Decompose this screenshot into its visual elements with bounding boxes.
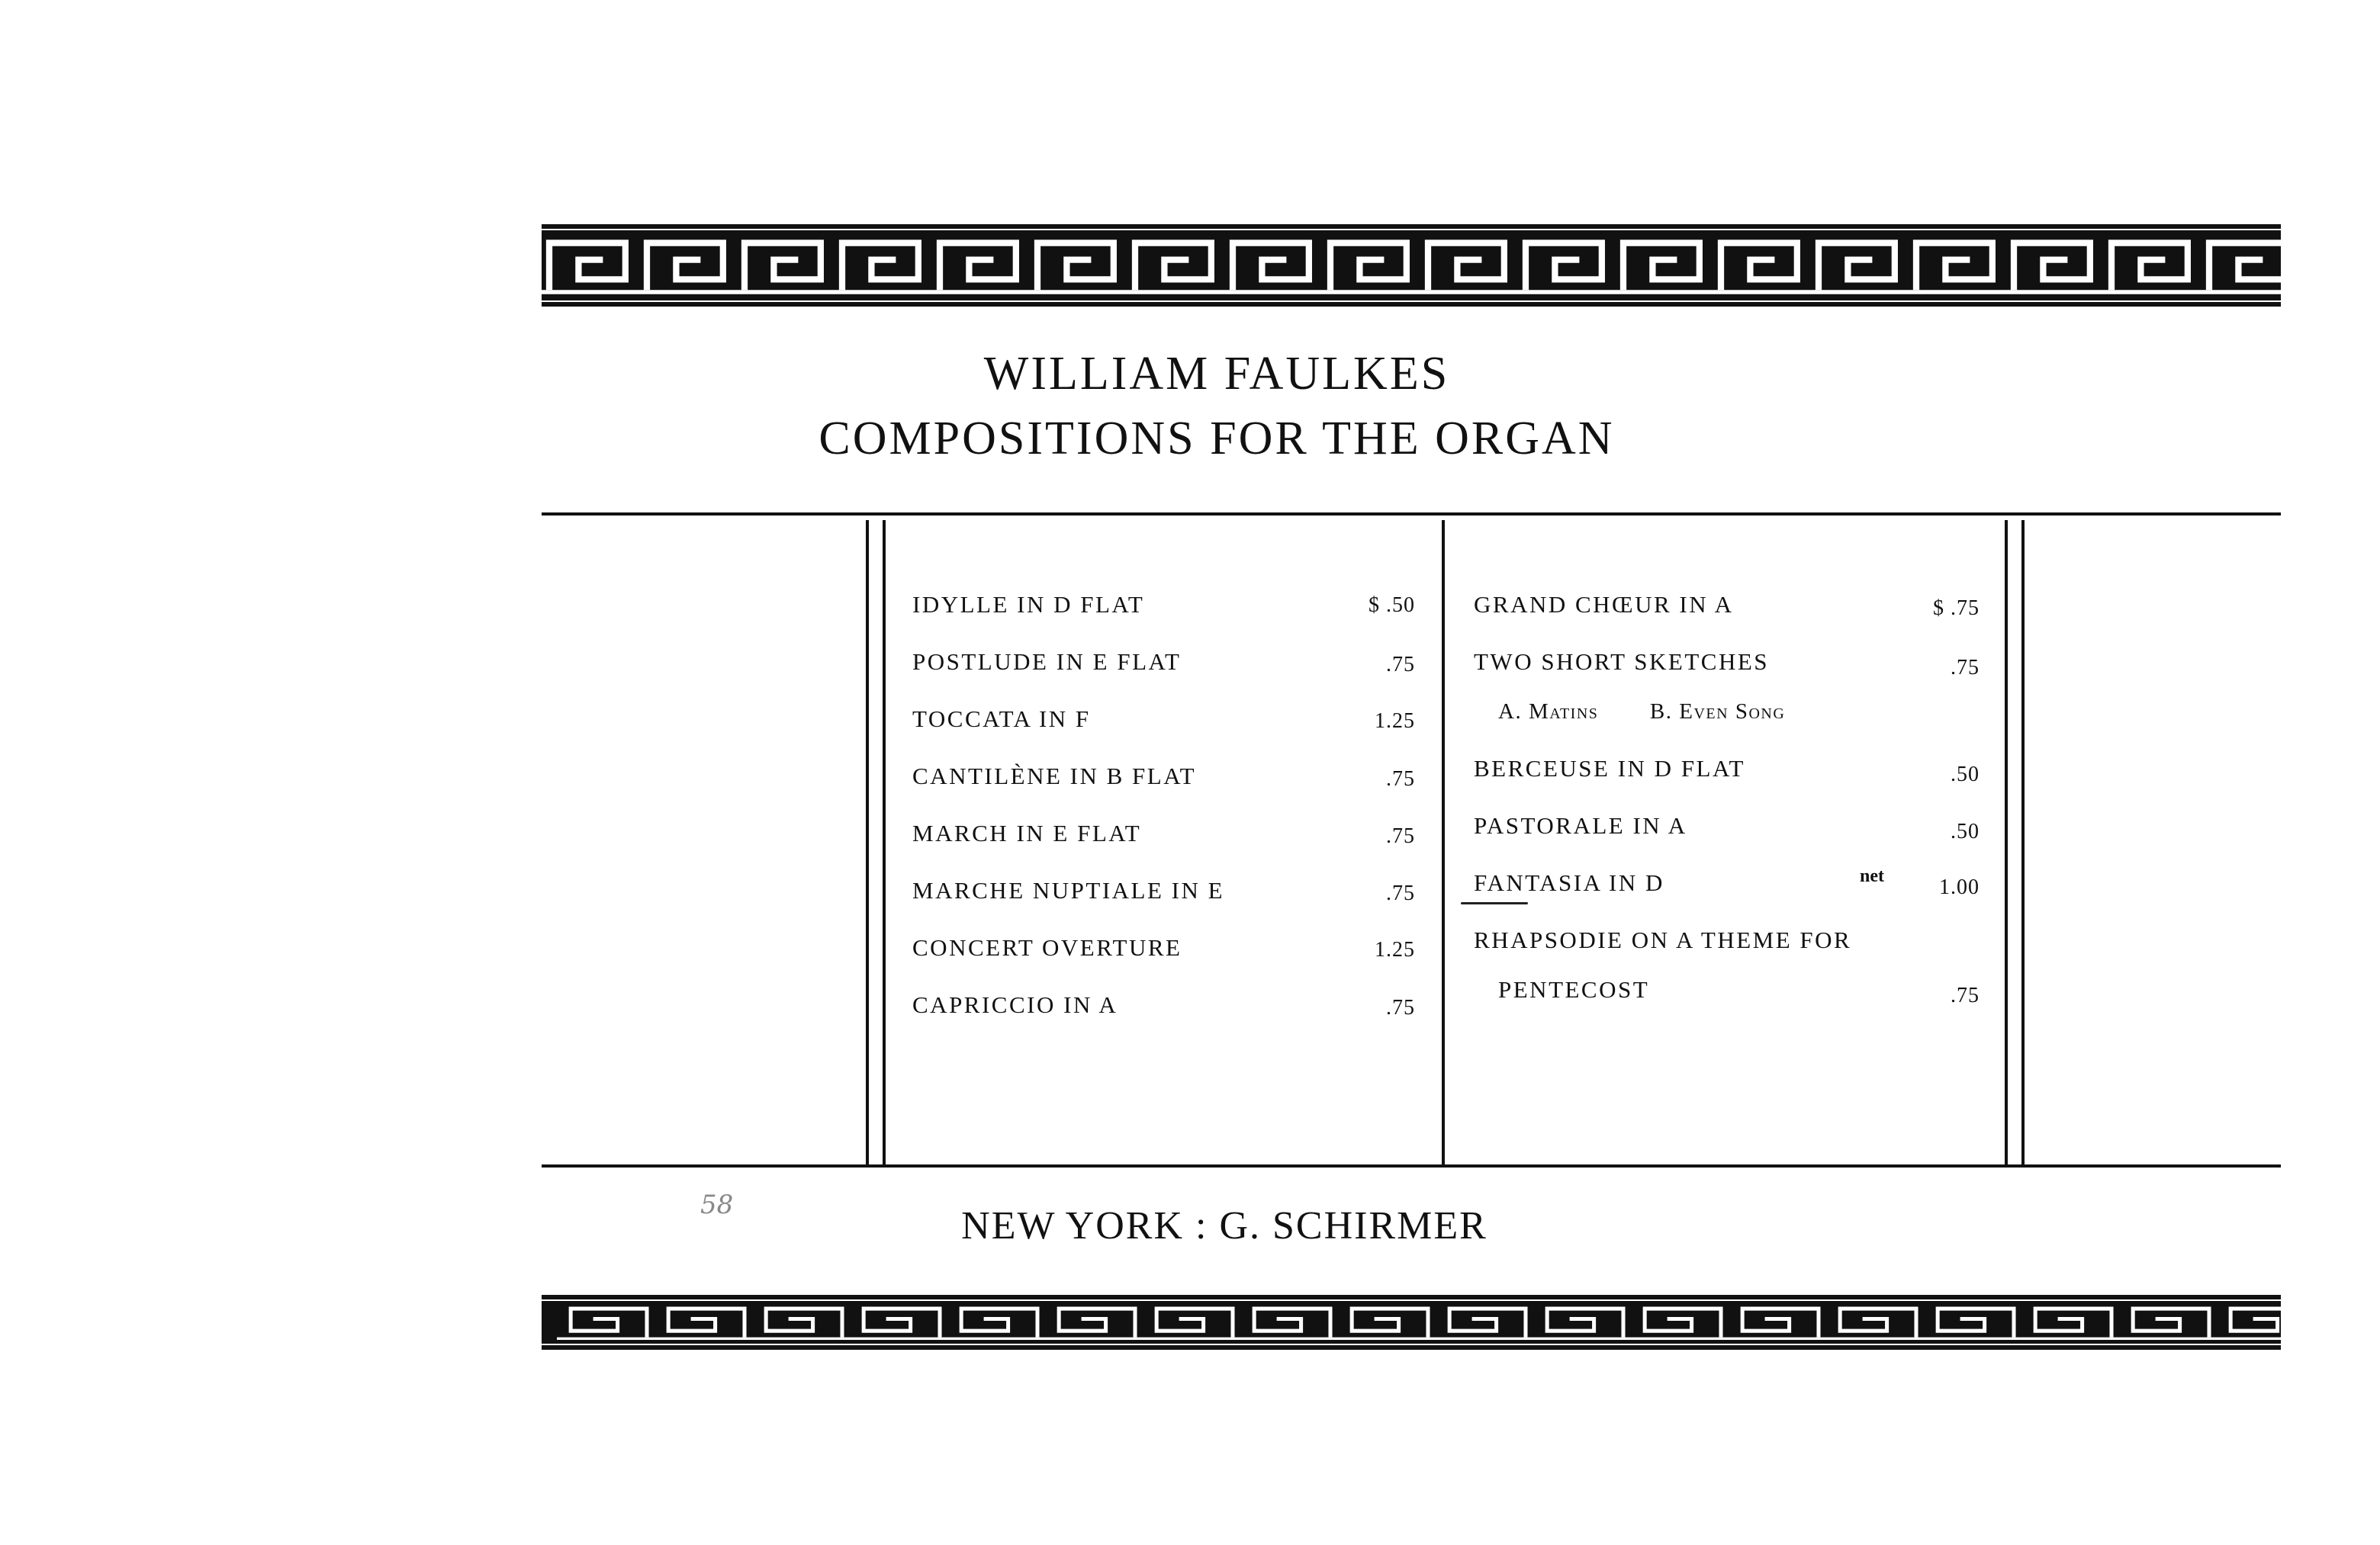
list-item-title: CANTILÈNE IN B FLAT xyxy=(912,763,1197,789)
list-item-title: FANTASIA IN D xyxy=(1474,869,1664,896)
list-item-title: GRAND CHŒUR IN A xyxy=(1474,591,1734,618)
list-item-price: .75 xyxy=(1386,824,1415,848)
list-item-title: MARCHE NUPTIALE IN E xyxy=(912,877,1225,904)
table-bottom-rule xyxy=(542,1164,2281,1168)
left-double-rule-inner xyxy=(883,520,886,1164)
list-item-price: 1.00 xyxy=(1939,875,1980,899)
list-item-price: .50 xyxy=(1951,820,1980,843)
sketch-a-name: Matins xyxy=(1528,699,1599,724)
list-item-title: CAPRICCIO IN A xyxy=(912,991,1118,1018)
list-item-price: 1.25 xyxy=(1375,709,1415,733)
table-top-rule xyxy=(542,512,2281,516)
list-item-title: POSTLUDE IN E FLAT xyxy=(912,648,1182,675)
bottom-greek-key-border xyxy=(542,1289,2281,1350)
list-item-price: .75 xyxy=(1386,996,1415,1020)
list-item-title: PENTECOST xyxy=(1498,976,1650,1003)
list-item-title: IDYLLE IN D FLAT xyxy=(912,591,1145,618)
composer-name: WILLIAM FAULKES xyxy=(983,348,1450,400)
sketch-b-name: Even Song xyxy=(1679,699,1786,724)
collection-title: COMPOSITIONS FOR THE ORGAN xyxy=(819,413,1615,464)
right-double-rule-inner xyxy=(2005,520,2008,1164)
list-item-price: .75 xyxy=(1386,767,1415,791)
top-greek-key-border xyxy=(542,214,2281,313)
publisher-imprint: NEW YORK : G. SCHIRMER xyxy=(961,1204,1488,1248)
list-item-price: $ .50 xyxy=(1368,593,1415,617)
list-item-price: .75 xyxy=(1951,656,1980,679)
list-item-title: CONCERT OVERTURE xyxy=(912,934,1182,961)
list-item-title: RHAPSODIE ON A THEME FOR xyxy=(1474,927,1852,953)
list-item-price: .75 xyxy=(1951,984,1980,1007)
list-item-price: .75 xyxy=(1386,882,1415,905)
center-column-rule xyxy=(1442,520,1445,1164)
left-double-rule-outer xyxy=(866,520,869,1164)
list-item-title: PASTORALE IN A xyxy=(1474,812,1687,839)
net-price-annotation: net xyxy=(1860,866,1884,886)
sketch-subtitles xyxy=(1498,699,1785,724)
list-item-title: TWO SHORT SKETCHES xyxy=(1474,648,1770,675)
pencil-marginalia: 58 xyxy=(700,1190,734,1220)
list-item-price: .50 xyxy=(1951,763,1980,786)
right-double-rule-outer xyxy=(2021,520,2025,1164)
sketch-b-prefix: B. xyxy=(1649,699,1673,724)
list-item-price: .75 xyxy=(1386,653,1415,676)
list-item-price: 1.25 xyxy=(1375,938,1415,962)
list-item-price: $ .75 xyxy=(1933,596,1980,620)
list-item-title: MARCH IN E FLAT xyxy=(912,820,1142,846)
list-item-title: TOCCATA IN F xyxy=(912,705,1091,732)
sketch-a-prefix: A. xyxy=(1498,699,1523,724)
list-item-title: BERCEUSE IN D FLAT xyxy=(1474,755,1745,782)
handwritten-underline xyxy=(1461,902,1528,904)
